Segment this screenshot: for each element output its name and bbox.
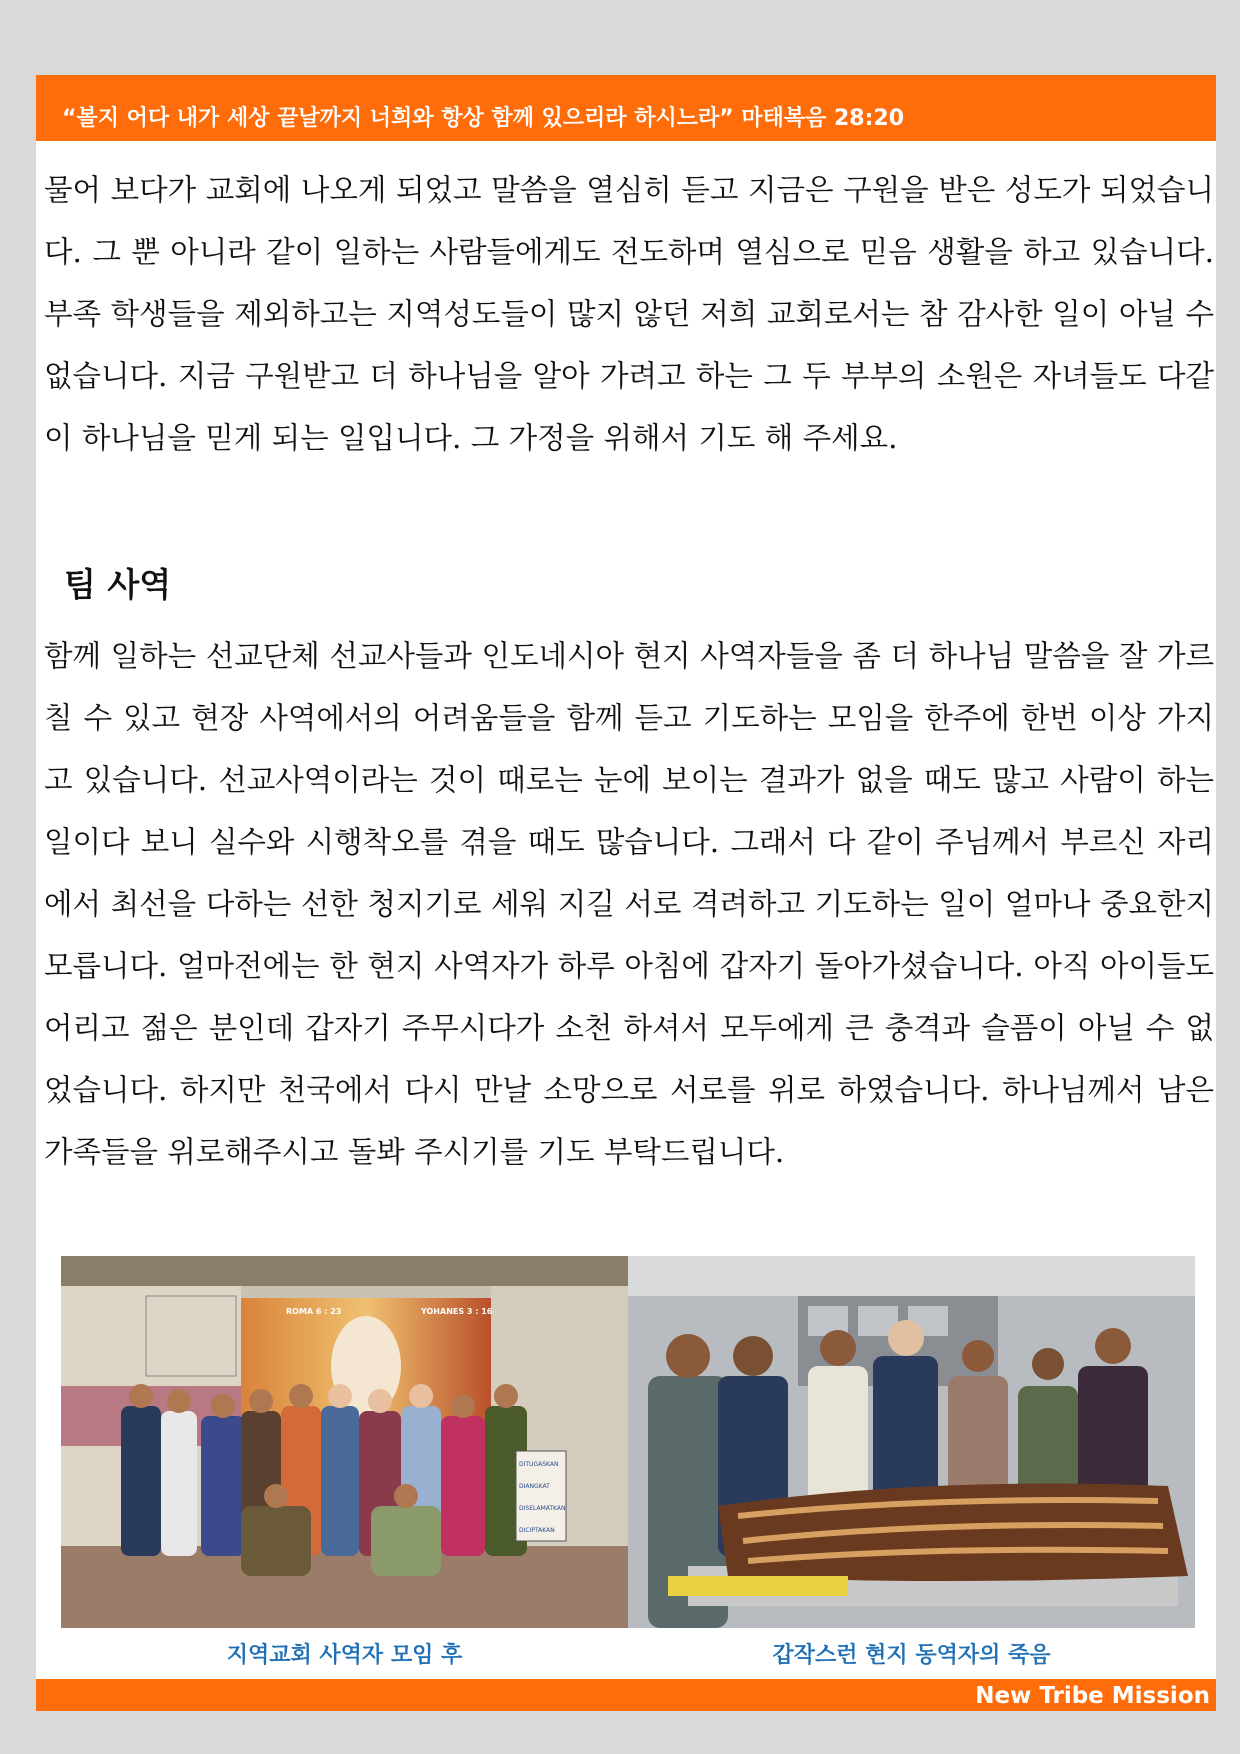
- sign-line-1: DITUGASKAN: [519, 1461, 559, 1468]
- section-heading: 팀 사역: [64, 565, 172, 604]
- caption-left: 지역교회 사역자 모임 후: [226, 1643, 463, 1668]
- body-paragraph-2: 함께 일하는 선교단체 선교사들과 인도네시아 현지 사역자들을 좀 더 하나님 말씀을 잘 가르칠 수 있고 현장 사역에서의 어려움들을 함께 듣고 기도하는 모임을 한주에 한번 이상 가지고 있습니다. 선교사역이라는 것이 때로는 눈에 보이는 결과가 없을 때도 많고 사람이 하는 일이다 보니 실수와 시행착오를 겪을 때도 많습니다. 그래서 다 같이 주님께서 부르신 자리에서 최선을 다하는 선한 청지기로 세워 지길 서로 격려하고 기도하는 일이 얼마나 중요한지 모릅니다. 얼마전에는 한 현지 사역자가 하루 아침에 갑자기 돌아가셨습니다. 아직 아이들도 어리고 젊은 분인데 갑자기 주무시다가 소천 하셔서 모두에게 큰 충격과 슬픔이 아닐 수 없었습니다. 하지만 천국에서 다시 만날 소망으로 서로를 위로 하였습니다. 하나님께서 남은 가족들을 위로해주시고 돌봐 주시기를 기도 부탁드립니다.: [44, 639, 1214, 1169]
- header-bar: [36, 75, 1216, 141]
- newsletter-page: [36, 75, 1216, 1711]
- sign-line-3: DISELAMATKAN: [519, 1505, 566, 1512]
- body-paragraph-1: 물어 보다가 교회에 나오게 되었고 말씀을 열심히 듣고 지금은 구원을 받은 성도가 되었습니다. 그 뿐 아니라 같이 일하는 사람들에게도 전도하며 열심으로 믿음 생활을 하고 있습니다. 부족 학생들을 제외하고는 지역성도들이 많지 않던 저희 교회로서는 참 감사한 일이 아닐 수 없습니다. 지금 구원받고 더 하나님을 알아 가려고 하는 그 두 부부의 소원은 자녀들도 다같이 하나님을 믿게 되는 일입니다. 그 가정을 위해서 기도 해 주세요.: [44, 173, 1214, 455]
- caption-right: 갑작스런 현지 동역자의 죽음: [772, 1643, 1051, 1668]
- photo-mourning-scene: [628, 1256, 1195, 1628]
- sign-line-4: DICIPTAKAN: [519, 1527, 555, 1534]
- banner-right-title: YOHANES 3 : 16: [421, 1307, 493, 1316]
- photo-church-workers-group: [61, 1256, 628, 1628]
- sign-line-2: DIANGKAT: [519, 1483, 550, 1490]
- footer-organization: New Tribe Mission: [975, 1683, 1210, 1709]
- footer-bar: [36, 1679, 1216, 1711]
- banner-left-title: ROMA 6 : 23: [286, 1307, 342, 1316]
- header-verse: “볼지 어다 내가 세상 끝날까지 너희와 항상 함께 있으리라 하시느라” 마태복음 28:20: [62, 106, 905, 131]
